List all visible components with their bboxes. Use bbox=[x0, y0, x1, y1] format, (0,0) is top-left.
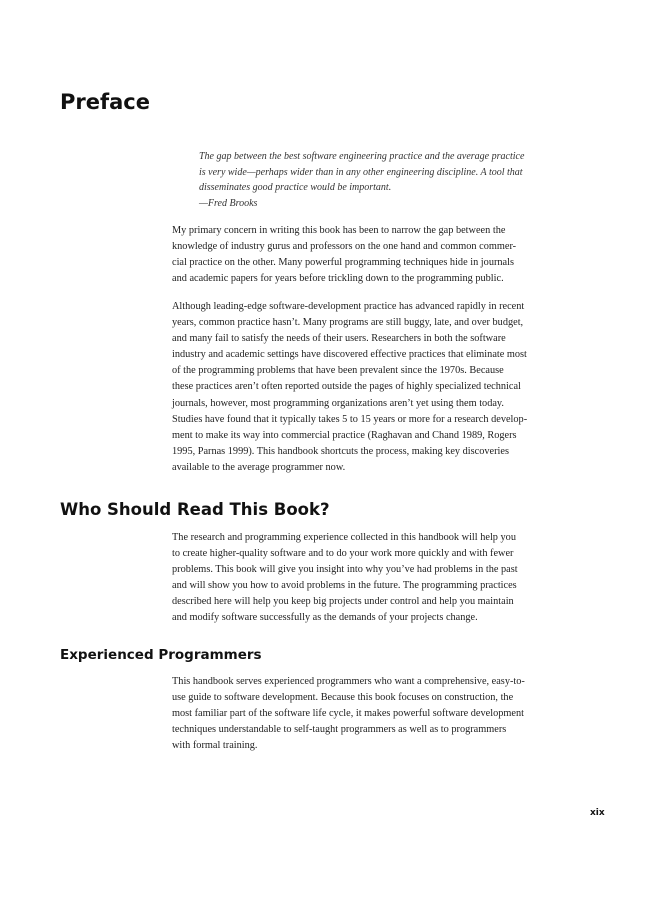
preface-heading: Preface bbox=[60, 90, 150, 114]
text-line: Studies have found that it typically takes 5 to 15 years or more for a research develop- bbox=[172, 413, 528, 425]
text-line: My primary concern in writing this book has been to narrow the gap between the bbox=[172, 225, 506, 236]
epigraph-line: disseminates good practice would be important. bbox=[199, 182, 392, 193]
epigraph-line: is very wide—perhaps wider than in any other engineering discipline. A tool that bbox=[199, 166, 523, 178]
text-line: This handbook serves experienced programmers who want a comprehensive, easy-to- bbox=[172, 676, 525, 687]
text-line: industry and academic settings have discovered effective practices that eliminate most bbox=[172, 349, 527, 361]
epigraph-attribution: —Fred Brooks bbox=[199, 197, 258, 209]
text-line: available to the average programmer now. bbox=[172, 461, 346, 473]
preface-paragraph-1 bbox=[172, 223, 516, 287]
text-line: techniques understandable to self-taught programmers as well as to programmers bbox=[172, 724, 507, 736]
text-line: use guide to software development. Because this book focuses on construction, the bbox=[172, 692, 514, 704]
text-line: knowledge of industry gurus and professors on the one hand and common commer- bbox=[172, 241, 517, 253]
experienced-programmers-paragraph bbox=[172, 674, 525, 754]
epigraph-quote bbox=[199, 149, 599, 211]
page-number: xix bbox=[590, 808, 605, 818]
text-line: described here will help you keep big projects under control and help you maintain bbox=[172, 596, 514, 608]
text-line: of the programming problems that have been prevalent since the 1970s. Because bbox=[172, 365, 504, 377]
text-line: to create higher-quality software and to do your work more quickly and with fewer bbox=[172, 548, 514, 560]
epigraph-line: The gap between the best software engineering practice and the average practice bbox=[199, 151, 525, 162]
text-line: Although leading-edge software-development practice has advanced rapidly in recent bbox=[172, 301, 525, 312]
text-line: and many fail to satisfy the needs of their users. Researchers in both the software bbox=[172, 333, 506, 345]
who-should-read-heading: Who Should Read This Book? bbox=[60, 500, 330, 519]
text-line: cial practice on the other. Many powerful programming techniques hide in journals bbox=[172, 257, 514, 269]
text-line: The research and programming experience collected in this handbook will help you bbox=[172, 532, 516, 543]
text-line: with formal training. bbox=[172, 740, 258, 752]
preface-paragraph-2 bbox=[172, 299, 527, 476]
experienced-programmers-heading: Experienced Programmers bbox=[60, 647, 262, 663]
text-line: problems. This book will give you insight into why you’ve had problems in the past bbox=[172, 564, 518, 576]
text-line: and will show you how to avoid problems in the future. The programming practices bbox=[172, 580, 517, 592]
text-line: most familiar part of the software life cycle, it makes powerful software development bbox=[172, 708, 524, 720]
text-line: years, common practice hasn’t. Many programs are still buggy, late, and over budget, bbox=[172, 317, 524, 329]
text-line: ment to make its way into commercial practice (Raghavan and Chand 1989, Rogers bbox=[172, 429, 517, 441]
text-line: and modify software successfully as the demands of your projects change. bbox=[172, 612, 478, 624]
text-line: these practices aren’t often reported outside the pages of highly specialized technical bbox=[172, 381, 521, 393]
text-line: journals, however, most programming organizations aren’t yet using them today. bbox=[172, 397, 504, 409]
who-should-read-paragraph bbox=[172, 530, 518, 627]
text-line: and academic papers for years before trickling down to the programming public. bbox=[172, 273, 504, 285]
text-line: 1995, Parnas 1999). This handbook shortcuts the process, making key discoveries bbox=[172, 445, 509, 457]
